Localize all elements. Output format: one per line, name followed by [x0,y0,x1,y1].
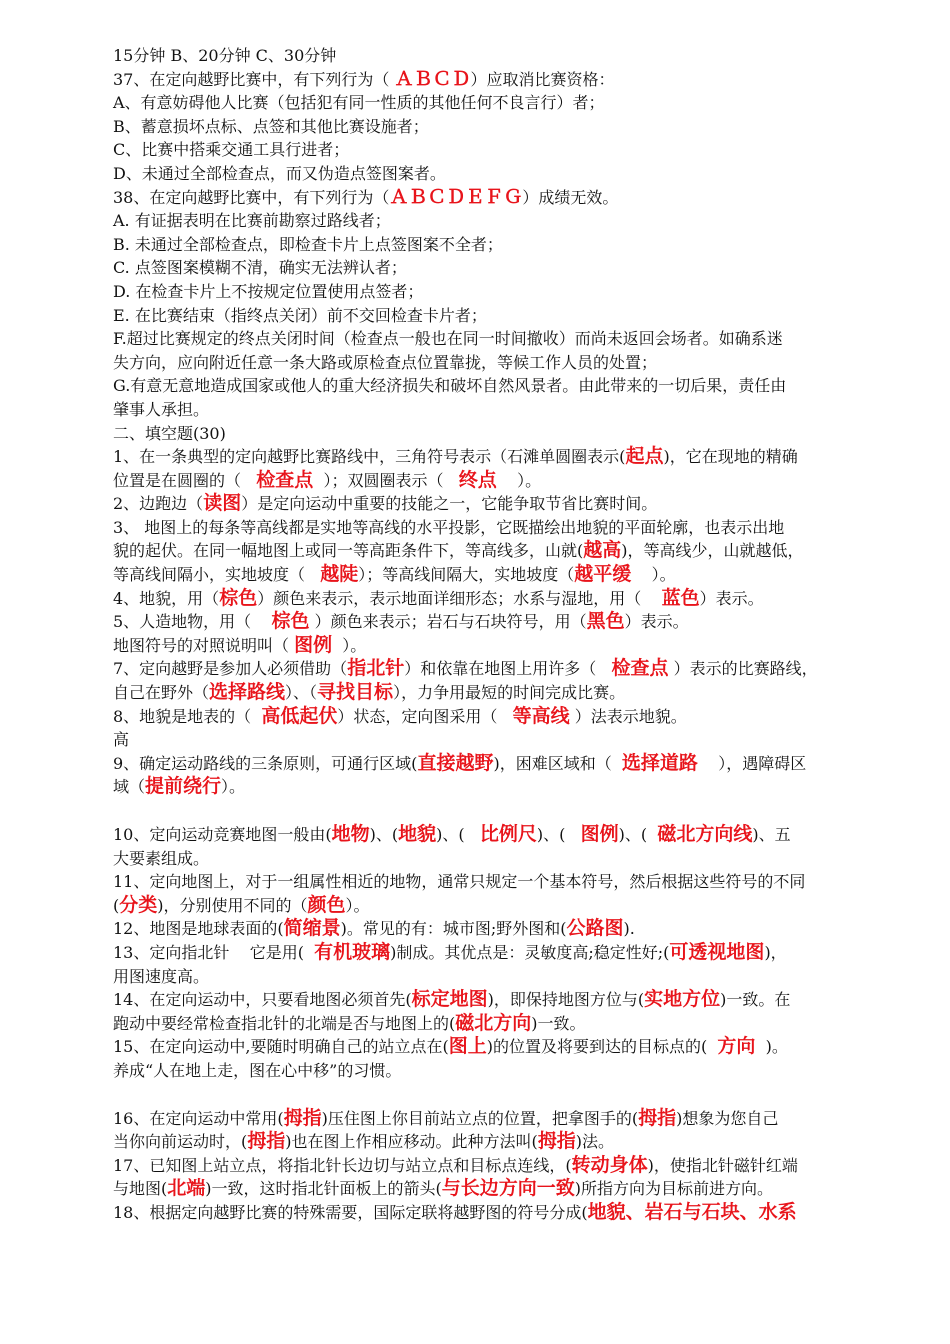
body-text: 10、定向运动竞赛地图一般由( [113,825,332,844]
text-line [113,422,913,446]
answer-text: 蓝色 [661,586,700,609]
body-text: ）、（ [285,683,318,703]
body-text: 高 [113,730,130,750]
answer-text: 寻找目标 [317,681,394,704]
text-line [113,752,913,776]
answer-text: 北端 [167,1177,206,1200]
body-text: 8、地貌是地表的（ [113,706,262,726]
body-text: E. 在比赛结束（指终点关闭）前不交回检查卡片者； [113,305,487,325]
text-line [113,657,913,681]
body-text: )压住图上你目前站立点的位置，把拿图手的( [321,1108,639,1128]
body-text: 5、人造地物，用（ [113,612,272,632]
body-text: )的位置及将要到达的目标点的( [486,1037,718,1057]
text-line [113,138,913,162]
answer-text: 可透视地图 [669,940,765,963]
body-text: 4、地貌，用（ [113,588,220,608]
text-line [113,1177,913,1201]
text-line [113,965,913,989]
answer-text: 直接越野 [417,751,494,774]
body-text: ). [623,919,635,939]
text-line [113,1154,913,1178]
body-text: )，困难区域和（ [493,753,622,773]
answer-text: 高低起伏 [261,704,338,727]
answer-text: 选择路线 [209,681,286,704]
answer-text: 标定地图 [411,988,488,1011]
body-text: ）颜色来表示；岩石与石块符号，用（ [309,612,587,632]
answer-text: 磁北方向线 [657,823,753,845]
body-text: ），遇障碍区 [697,753,807,773]
text-line [113,516,913,540]
body-text: 7、定向越野是参加人必须借助（ [113,659,348,679]
answer-text: 实地方位 [644,988,721,1011]
answer-text: 比例尺 [479,823,537,845]
body-text: )一致，这时指北针面板上的箭头( [205,1179,442,1199]
text-line [113,1035,913,1059]
answer-text: 黑色 [586,610,625,633]
body-text: ）成绩无效。 [522,187,619,207]
body-text: C. 点签图案模糊不清，确实无法辨认者； [113,258,407,278]
body-text: ）；双圆圈表示（ [313,470,459,490]
text-line [113,398,913,422]
body-text: )一致。 [531,1013,586,1033]
body-text: B、蓄意损坏点标、点签和其他比赛设施者； [113,116,429,136]
answer-text: 地貌、岩石与石块、水系 [587,1200,797,1223]
body-text: 跑动中要经常检查指北针的北端是否与地图上的( [113,1013,456,1033]
body-text: )法。 [575,1132,615,1152]
text-line [113,162,913,186]
text-line [113,870,913,894]
body-text: 肇事人承担。 [113,399,210,419]
body-text: F.超过比赛规定的终点关闭时间（检查点一般也在同一时间撤收）而尚未返回会场者。如确系迷 [113,329,783,349]
text-line [113,1107,913,1131]
answer-text: 起点 [625,445,664,468]
body-text: 用图速度高。 [113,966,210,986]
body-text: )一致。在 [720,990,791,1010]
answer-text: 拇指 [283,1106,322,1129]
text-line [113,941,913,965]
body-text: 等高线间隔小，实地坡度（ [113,565,321,585]
text-line [113,1059,913,1083]
body-text: )，使指北针磁针红端 [647,1155,798,1175]
body-text: B. 未通过全部检查点，即检查卡片上点签图案不全者； [113,234,503,254]
text-line [113,610,913,634]
body-text: )。 [755,1037,788,1057]
text-line [113,988,913,1012]
text-line [113,705,913,729]
answer-text: 检查点 [611,657,669,680]
body-text: 15、在定向运动中,要随时明确自己的站立点在( [113,1037,449,1057]
answer-text: 选择道路 [621,751,698,774]
answer-text: 与长边方向一致 [441,1177,575,1200]
text-line [113,327,913,351]
body-text: )制成。其优点是：灵敏度高;稳定性好;( [390,942,670,962]
body-text: ）。 [496,470,542,490]
body-text: ）颜色来表示，表示地面详细形态；水系与湿地，用（ [257,588,662,608]
text-line [113,186,913,210]
body-text: D. 在检查卡片上不按规定位置使用点签者； [113,281,424,301]
body-text: ）表示。 [699,588,764,608]
body-text: 12、地图是地球表面的( [113,919,284,939]
body-text: )、( [436,825,480,844]
answer-text: 指北针 [347,657,405,680]
text-line [113,681,913,705]
body-text: )，分别使用不同的（ [157,895,308,915]
text-line [113,374,913,398]
body-text: D、未通过全部检查点，而又伪造点签图案者。 [113,163,446,183]
text-line [113,304,913,328]
body-text: 自己在野外（ [113,683,210,703]
body-text: A、有意妨碍他人比赛（包括犯有同一性质的其他任何不良言行）者； [113,93,605,113]
body-text: 与地图( [113,1179,168,1199]
answer-text: 越陡 [320,563,359,586]
body-text: ）；等高线间隔大，实地坡度（ [358,565,575,585]
answer-text: 有机玻璃 [314,940,391,963]
body-text: 38、在定向越野比赛中，有下列行为（ [113,187,390,207]
text-line [113,917,913,941]
text-line [113,209,913,233]
body-text: ）。 [221,777,246,797]
answer-text: 等高线 [512,704,570,727]
body-text: ）状态，定向图采用（ [337,706,513,726]
text-line [113,1012,913,1036]
body-text: 大要素组成。 [113,848,210,868]
answer-text: 地物 [331,823,370,845]
body-text: 养成“人在地上走，图在心中移”的习惯。 [113,1060,402,1080]
body-text: 9、确定运动路线的三条原则，可通行区域( [113,753,418,773]
body-text: A. 有证据表明在比赛前勘察过路线者； [113,211,391,231]
body-text: 地图符号的对照说明叫（ [113,635,295,655]
text-line [113,68,913,92]
body-text: )，它在现地的精确 [663,447,798,467]
text-line [113,847,913,871]
body-text: 二、填空题(30) [113,423,226,443]
body-text: 18、根据定向越野比赛的特殊需要，国际定联将越野图的符号分成( [113,1202,588,1222]
text-line [113,563,913,587]
body-text: ）表示。 [624,612,689,632]
answer-text: 图例 [294,633,333,656]
text-line [113,233,913,257]
answer-text: 方向 [717,1035,756,1058]
body-text: )，等高线少，山就越低， [621,541,804,561]
body-text: 13、定向指北针 它是用( [113,942,315,962]
body-text: )所指方向为目标前进方向。 [574,1179,774,1199]
text-line [113,587,913,611]
body-text: 位置是在圆圈的（ [113,470,257,490]
text-line [113,351,913,375]
body-text: )、五 [752,825,791,844]
body-text: ）。 [332,635,367,655]
answer-text: 拇指 [638,1106,677,1129]
text-line [113,728,913,752]
answer-text: 棕色 [219,586,258,609]
answer-text: 越平缓 [574,563,632,586]
answer-text: 公路图 [566,917,624,940]
body-text: 16、在定向运动中常用( [113,1108,284,1128]
text-line [113,492,913,516]
body-text: ）。 [631,565,676,585]
text-line [113,445,913,469]
text-line [113,894,913,918]
body-text: 当你向前运动时，( [113,1132,248,1152]
text-line [113,469,913,493]
body-text: 14、在定向运动中，只要看地图必须首先( [113,990,412,1010]
body-text: 3、 地图上的每条等高线都是实地等高线的水平投影，它既描绘出地貌的平面轮廓，也表示出地 [113,517,785,537]
answer-text: 越高 [583,539,622,562]
body-text: 域（ [113,777,146,797]
document-page [113,44,913,1225]
body-text: )、( [618,825,658,844]
text-line [113,823,913,847]
answer-text: 分类 [119,893,158,916]
body-text: ）和依靠在地图上用许多（ [404,659,612,679]
text-line [113,115,913,139]
text-line [113,256,913,280]
answer-text: 终点 [458,468,497,491]
body-text: 17、已知图上站立点，将指北针长边切与站立点和目标点连线，( [113,1155,572,1175]
answer-text: 提前绕行 [145,775,222,798]
answer-text: ＡＢＣＤＥＦＧ [389,185,523,208]
body-text: )，即保持地图方位与( [487,990,645,1010]
text-line [113,775,913,799]
body-text: ）。 [345,895,370,915]
body-text: 37、在定向越野比赛中，有下列行为（ [113,69,395,89]
text-line [113,1201,913,1225]
answer-text: 拇指 [537,1130,576,1153]
answer-text: 图例 [580,823,619,845]
text-line [113,91,913,115]
answer-text: 地貌 [398,823,437,845]
text-line [113,280,913,304]
answer-text: 读图 [203,492,242,515]
body-text: ）是定向运动中重要的技能之一，它能争取节省比赛时间。 [241,494,658,514]
body-text: C、比赛中搭乘交通工具行进者； [113,140,350,160]
answer-text: 图上 [448,1035,487,1058]
body-text: ）法表示地貌。 [569,706,687,726]
body-text: ）表示的比赛路线， [668,659,818,679]
answer-text: 转动身体 [571,1153,648,1176]
body-text: )也在图上作相应移动。此种方法叫( [285,1132,538,1152]
body-text: 失方向，应向附近任意一条大路或原检查点位置靠拢，等候工作人员的处置； [113,352,658,372]
body-text: 貌的起伏。在同一幅地图上或同一等高距条件下，等高线多，山就( [113,541,584,561]
text-line [113,1130,913,1154]
answer-text: 棕色 [271,610,310,633]
text-line [113,634,913,658]
body-text: 1、在一条典型的定向越野比赛路线中，三角符号表示（石滩单圆圈表示( [113,447,626,467]
body-text: 15分钟 B、20分钟 C、30分钟 [113,46,337,65]
body-text: ）应取消比赛资格： [470,69,615,89]
body-text: ），力争用最短的时间完成比赛。 [393,683,626,703]
text-line [113,44,913,68]
answer-text: 拇指 [247,1130,286,1153]
text-line [113,539,913,563]
answer-text: 简缩景 [283,917,341,940]
answer-text: 检查点 [256,468,314,491]
answer-text: 磁北方向 [455,1011,532,1034]
body-text: 2、边跑边（ [113,494,204,514]
answer-text: 颜色 [307,893,346,916]
body-text: )想象为您自己 [676,1108,779,1128]
body-text: )、( [369,825,399,844]
body-text: )、( [536,825,581,844]
body-text: ( [113,895,120,915]
body-text: )， [764,942,787,962]
answer-text: ＡＢＣＤ [394,67,471,90]
body-text: )。常见的有：城市图;野外图和( [340,919,567,939]
body-text: G.有意无意地造成国家或他人的重大经济损失和破坏自然风景者。由此带来的一切后果，责任由 [113,376,787,396]
body-text: 11、定向地图上，对于一组属性相近的地物，通常只规定一个基本符号，然后根据这些符号的不同 [113,872,806,892]
